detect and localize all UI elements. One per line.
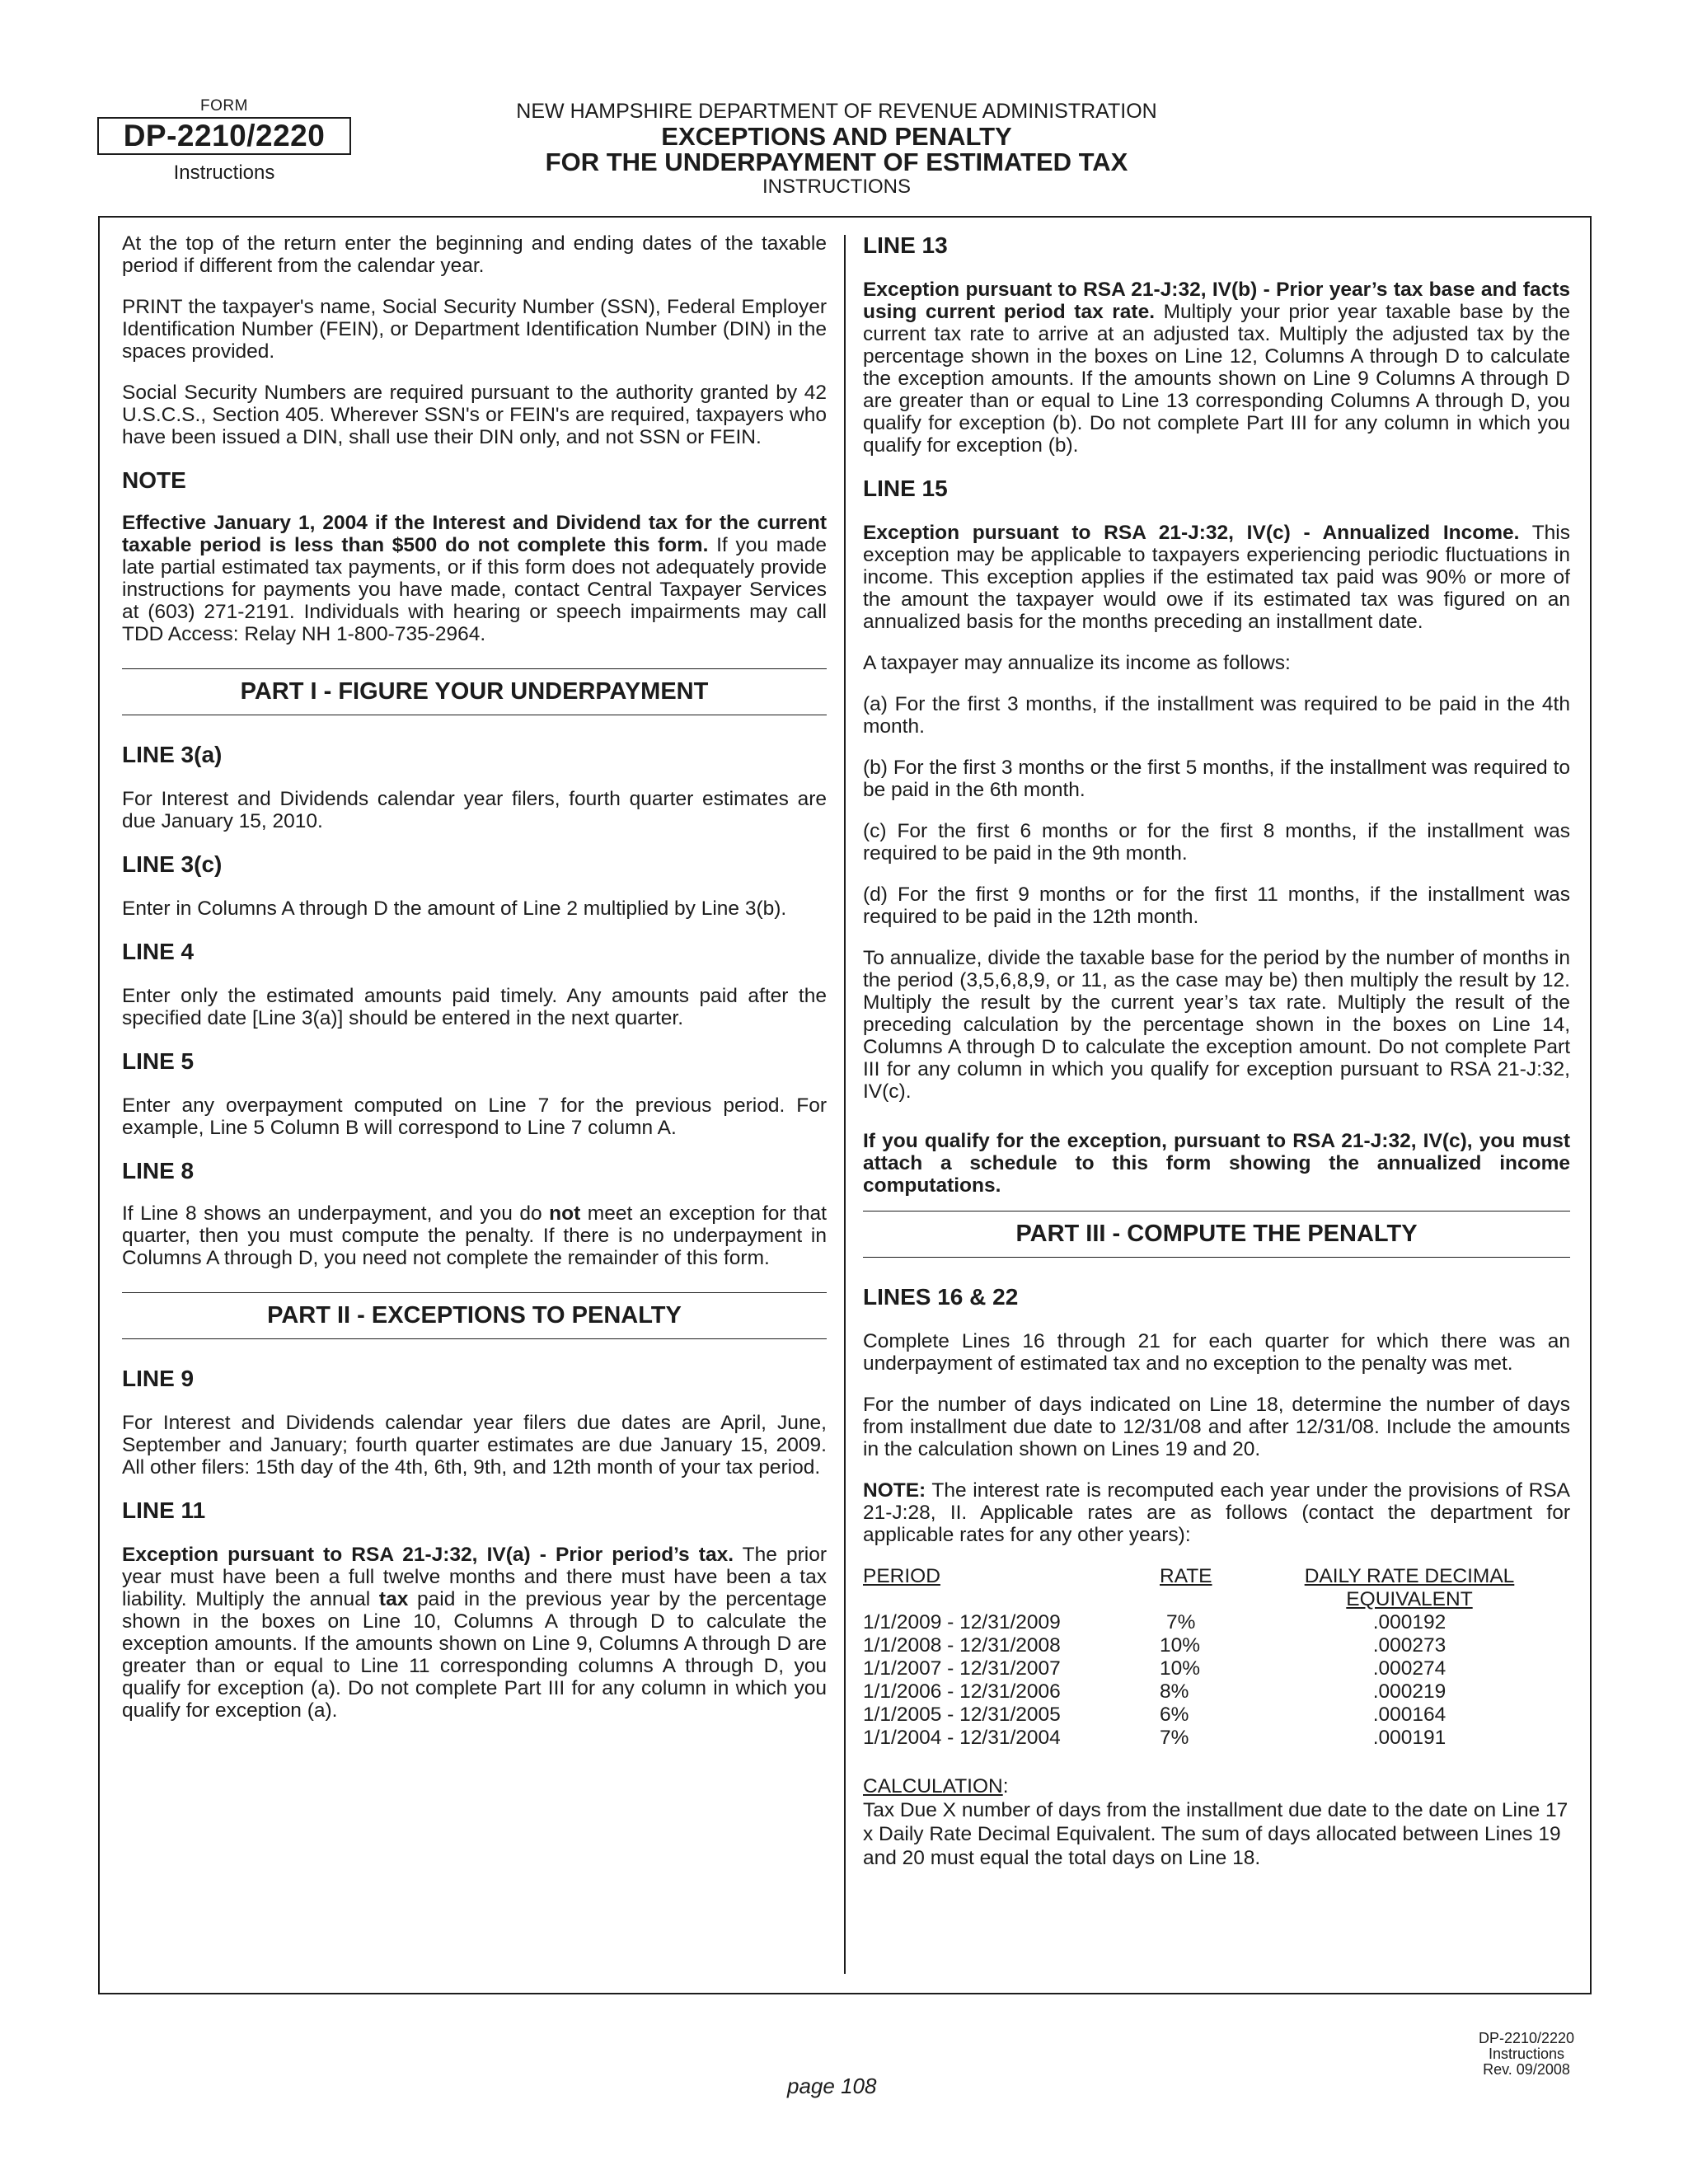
table-header-row	[863, 1565, 1533, 1611]
rate-cell: 10%	[1160, 1634, 1201, 1657]
daily-rate-header	[1286, 1565, 1533, 1611]
rate-note-text: The interest rate is recomputed each year under the provisions of RSA 21-J:28, II. Applicable rates are as follows (contact the department for applicable rates for any other years):	[863, 1479, 1570, 1546]
line15-bold: Exception pursuant to RSA 21-J:32, IV(c) - Annualized Income.	[863, 522, 1520, 544]
form-label: FORM	[200, 97, 248, 115]
calculation-text: Tax Due X number of days from the installment due date to the date on Line 17 x Daily Rate Decimal Equivalent. The sum of days allocated between Lines 19 and 20 must equal the total days on Line 18.	[863, 1799, 1568, 1869]
line4-heading: LINE 4	[122, 939, 195, 964]
period-cell: 1/1/2005 - 12/31/2005	[863, 1704, 1061, 1726]
left-column	[122, 232, 827, 1741]
line8-text	[122, 1202, 827, 1269]
line11-tax: tax	[378, 1588, 409, 1610]
annualize-item-d: (d) For the first 9 months or for the first 11 months, if the installment was required to be paid in the 12th month.	[863, 883, 1570, 928]
table-row	[863, 1657, 1533, 1680]
line11-bold: Exception pursuant to RSA 21-J:32, IV(a) - Prior period’s tax.	[122, 1544, 734, 1566]
line4-text: Enter only the estimated amounts paid timely. Any amounts paid after the specified date [Line 3(a)] should be entered in the next quarter.	[122, 985, 827, 1029]
table-row	[863, 1634, 1533, 1657]
note-bold-text: Effective January 1, 2004 if the Interest and Dividend tax for the current taxable period is less than $500 do not complete this form.	[122, 512, 827, 556]
table-row	[863, 1727, 1533, 1750]
part1-title: PART I - FIGURE YOUR UNDERPAYMENT	[122, 668, 827, 715]
line13-heading: LINE 13	[863, 232, 948, 258]
form-subtitle: Instructions	[173, 162, 275, 184]
daily-rate-cell: .000219	[1372, 1680, 1447, 1703]
days-text: For the number of days indicated on Line 18, determine the number of days from installment due date to 12/31/08 and after 12/31/08. Include the amounts in the calculation shown on Lines 19 and 20.	[863, 1394, 1570, 1460]
line3c-heading: LINE 3(c)	[122, 851, 223, 877]
page-title-line1: EXCEPTIONS AND PENALTY	[661, 122, 1012, 151]
line9-heading: LINE 9	[122, 1366, 195, 1391]
period-cell: 1/1/2007 - 12/31/2007	[863, 1657, 1061, 1680]
calculation-block: CALCULATION: Tax Due X number of days from the installment due date to the date on Line 17 x Daily Rate Decimal Equivalent. The sum of days allocated between Lines 19 and 20 must equal the total days on Line 18.	[863, 1775, 1568, 1869]
table-row	[863, 1680, 1533, 1704]
period-header: PERIOD	[863, 1565, 940, 1587]
line8-not: not	[549, 1202, 581, 1225]
line13-text	[863, 279, 1570, 457]
period-cell: 1/1/2009 - 12/31/2009	[863, 1611, 1061, 1633]
line3a-text: For Interest and Dividends calendar year filers, fourth quarter estimates are due January 15, 2010.	[122, 788, 827, 832]
annualize-intro: A taxpayer may annualize its income as follows:	[863, 652, 1291, 674]
line3a-heading: LINE 3(a)	[122, 742, 223, 767]
line8-text-a: If Line 8 shows an underpayment, and you do	[122, 1202, 550, 1225]
table-row	[863, 1704, 1533, 1727]
annualize-text: To annualize, divide the taxable base for the period by the number of months in the period (3,5,6,8,9, or 11, as the case may be) then multiply the result by 12. Multiply the result by the current year’s tax rate. Multiply the result of the preceding calculation by the percentage shown in the boxes on Line 14, Columns A through D to calculate the exception amount. Do not complete Part III for any column in which you qualify for exception pursuant to RSA 21-J:32, IV(c).	[863, 947, 1570, 1103]
line11-text	[122, 1544, 827, 1722]
line15-heading: LINE 15	[863, 476, 948, 501]
qualify-notice: If you qualify for the exception, pursuant to RSA 21-J:32, IV(c), you must attach a schedule to this form showing the annualized income computations.	[863, 1130, 1570, 1197]
column-divider	[844, 235, 846, 1974]
rate-cell: 8%	[1160, 1680, 1189, 1703]
footer-revision: Rev. 09/2008	[1483, 2061, 1570, 2078]
line11-text-b: paid in the previous year by the percentage shown in the boxes on Line 10, Columns A through D to calculate the exception amounts. If the amounts shown on Line 9, Columns A through D are greater than or equal to Line 11 corresponding columns A through D, you qualify for exception (a). Do not complete Part III for any column in which you qualify for exception (a).	[122, 1588, 827, 1722]
footer-form-id	[1461, 2031, 1592, 2078]
daily-rate-cell: .000192	[1372, 1611, 1447, 1633]
line3c-text: Enter in Columns A through D the amount of Line 2 multiplied by Line 3(b).	[122, 898, 787, 920]
right-column	[863, 232, 1570, 1889]
lines16-heading: LINES 16 & 22	[863, 1284, 1019, 1310]
print-instruction: PRINT the taxpayer's name, Social Security Number (SSN), Federal Employer Identification Number (FEIN), or Department Identification Number (DIN) in the spaces provided.	[122, 296, 827, 363]
line5-text: Enter any overpayment computed on Line 7 for the previous period. For example, Line 5 Column B will correspond to Line 7 column A.	[122, 1094, 827, 1139]
daily-rate-header-line2: EQUIVALENT	[1346, 1588, 1473, 1610]
rate-cell: 7%	[1160, 1727, 1189, 1749]
table-row	[863, 1611, 1533, 1634]
rate-note-label: NOTE:	[863, 1479, 926, 1502]
daily-rate-cell: .000274	[1372, 1657, 1447, 1680]
annualize-item-a: (a) For the first 3 months, if the installment was required to be paid in the 4th month.	[863, 693, 1570, 738]
rate-header: RATE	[1160, 1565, 1212, 1587]
line9-text: For Interest and Dividends calendar year filers due dates are April, June, September and January; fourth quarter estimates are due January 15, 2009. All other filers: 15th day of the 4th, 6th, 9th, and 12th month of your tax period.	[122, 1412, 827, 1479]
lines16-text: Complete Lines 16 through 21 for each quarter for which there was an underpayment of estimated tax and no exception to the penalty was met.	[863, 1330, 1570, 1375]
calculation-label: CALCULATION	[863, 1775, 1003, 1797]
note-paragraph	[122, 512, 827, 645]
period-cell: 1/1/2004 - 12/31/2004	[863, 1727, 1061, 1749]
line15-text	[863, 522, 1570, 633]
rate-note	[863, 1479, 1570, 1546]
line8-text-b: meet an exception for that quarter, then you must compute the penalty. If there is no underpayment in Columns A through D, you need not complete the remainder of this form.	[122, 1202, 827, 1269]
line5-heading: LINE 5	[122, 1048, 195, 1074]
page-header	[363, 99, 1311, 199]
annualize-item-b: (b) For the first 3 months or the first 5 months, if the installment was required to be paid in the 6th month.	[863, 757, 1570, 801]
note-heading: NOTE	[122, 467, 186, 493]
department-name: NEW HAMPSHIRE DEPARTMENT OF REVENUE ADMINISTRATION	[516, 100, 1157, 123]
line15-body: This exception may be applicable to taxpayers experiencing periodic fluctuations in income. This exception applies if the estimated tax paid was 90% or more of the amount the taxpayer would owe if its estimated tax was figured on an annualized basis for the months preceding an installment date.	[863, 522, 1570, 633]
line8-heading: LINE 8	[122, 1158, 195, 1183]
line11-heading: LINE 11	[122, 1497, 206, 1523]
period-cell: 1/1/2008 - 12/31/2008	[863, 1634, 1061, 1657]
form-id-block	[97, 97, 351, 185]
rate-cell: 6%	[1160, 1704, 1189, 1726]
taxable-period-instruction: At the top of the return enter the beginning and ending dates of the taxable period if different from the calendar year.	[122, 232, 827, 277]
note-text: If you made late partial estimated tax payments, or if this form does not adequately provide instructions for payments you have made, contact Central Taxpayer Services at (603) 271-2191. Individuals with hearing or speech impairments may call TDD Access: Relay NH 1-800-735-2964.	[122, 534, 827, 645]
page-number: page 108	[787, 2074, 877, 2098]
rate-cell: 7%	[1166, 1611, 1196, 1633]
line13-bold: Exception pursuant to RSA 21-J:32, IV(b) - Prior year’s tax base and facts using current period tax rate.	[863, 279, 1570, 323]
footer-form-type: Instructions	[1488, 2046, 1565, 2062]
part2-title: PART II - EXCEPTIONS TO PENALTY	[122, 1292, 827, 1339]
period-cell: 1/1/2006 - 12/31/2006	[863, 1680, 1061, 1703]
daily-rate-cell: .000191	[1372, 1727, 1447, 1749]
part3-title: PART III - COMPUTE THE PENALTY	[863, 1211, 1570, 1258]
rate-cell: 10%	[1160, 1657, 1201, 1680]
page-subtitle: INSTRUCTIONS	[762, 176, 911, 198]
daily-rate-cell: .000273	[1372, 1634, 1447, 1657]
daily-rate-cell: .000164	[1372, 1704, 1447, 1726]
form-number: DP-2210/2220	[97, 117, 351, 155]
ssn-instruction: Social Security Numbers are required pursuant to the authority granted by 42 U.S.C.S., Section 405. Wherever SSN's or FEIN's are required, taxpayers who have been issued a DIN, shall use their DIN only, and not SSN or FEIN.	[122, 382, 827, 448]
interest-rate-table	[863, 1565, 1533, 1750]
line11-text-a: The prior year must have been a full twelve months and there must have been a tax liability. Multiply the annual	[122, 1544, 827, 1610]
annualize-item-c: (c) For the first 6 months or for the first 8 months, if the installment was required to be paid in the 9th month.	[863, 820, 1570, 865]
line13-body: Multiply your prior year taxable base by the current tax rate to arrive at an adjusted tax. Multiply the adjusted tax by the percentage shown in the boxes on Line 12, Columns A through D to calculate the exception amounts. If the amounts shown on Line 9 Columns A through D are greater than or equal to Line 13 corresponding Columns A through D, you qualify for exception (b). Do not complete Part III for any column in which you qualify for exception (b).	[863, 301, 1570, 457]
daily-rate-header-line1: DAILY RATE DECIMAL	[1304, 1565, 1515, 1587]
footer-form-number: DP-2210/2220	[1478, 2030, 1575, 2046]
page-title-line2: FOR THE UNDERPAYMENT OF ESTIMATED TAX	[545, 148, 1128, 176]
